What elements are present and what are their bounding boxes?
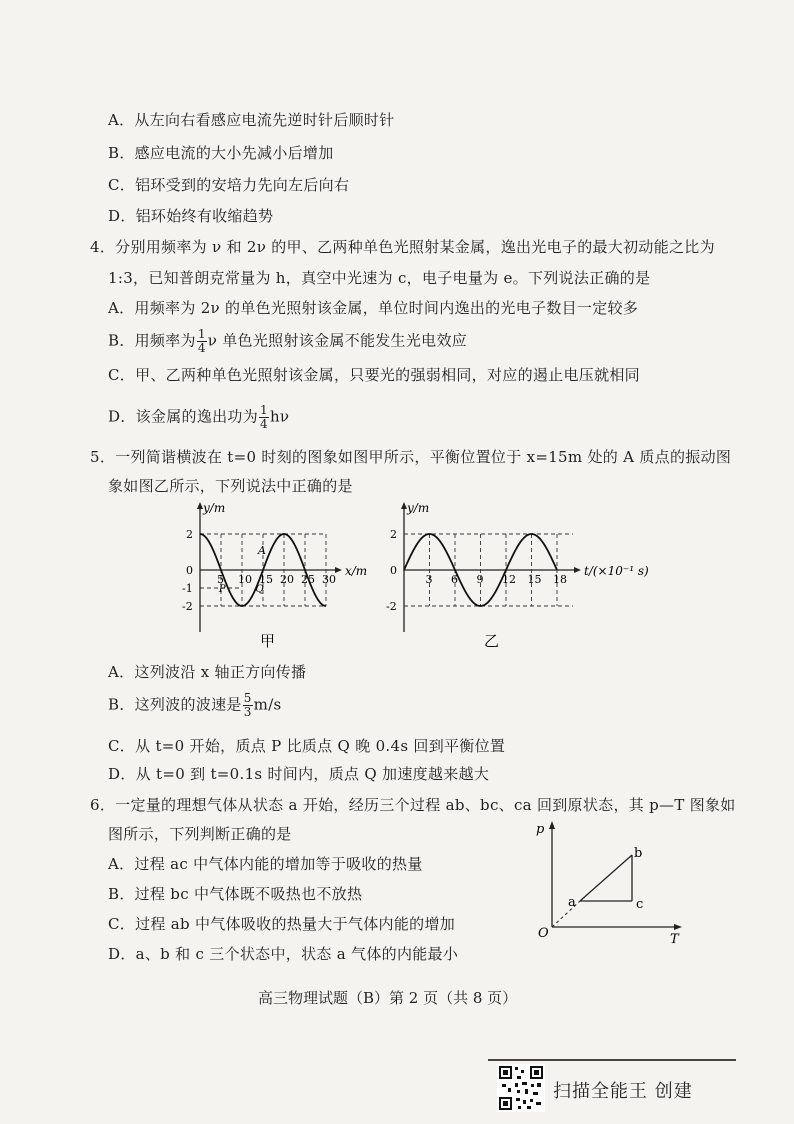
- q4-b-post: ν 单色光照射该金属不能发生光电效应: [207, 331, 468, 350]
- q6-option-a: A．过程 ac 中气体内能的增加等于吸收的热量: [108, 855, 423, 873]
- x-tick-label: 12: [502, 573, 516, 586]
- chart-jia-wave-graph: [180, 496, 380, 656]
- y-tick-label: 0: [390, 564, 397, 577]
- q4-option-c: C．甲、乙两种单色光照射该金属，只要光的强弱相同，对应的遏止电压就相同: [108, 366, 640, 384]
- q6-option-b: B．过程 bc 中气体既不吸热也不放热: [108, 885, 363, 903]
- q5-stem-line1: 5．一列简谐横波在 t=0 时刻的图象如图甲所示，平衡位置位于 x=15m 处的 A 质点的振动图: [90, 448, 732, 466]
- pt-label-a: a: [568, 895, 576, 910]
- y-axis-label: y/m: [407, 501, 430, 515]
- q4-option-d: [108, 404, 289, 431]
- q4-d-post: hν: [269, 407, 290, 426]
- q4-d-fraction: $\frac{1}{4}$: [260, 403, 268, 431]
- q5-b-fraction: $\frac{5}{3}$: [243, 691, 252, 719]
- q4-option-a: A．用频率为 2ν 的单色光照射该金属，单位时间内逸出的光电子数目一定较多: [108, 299, 639, 317]
- q5-b-pre: B．这列波的波速是: [108, 695, 242, 714]
- chart-title: 甲: [260, 632, 276, 650]
- x-tick-label: 25: [301, 573, 315, 586]
- y-tick-label: -2: [386, 600, 397, 613]
- page-footer: 高三物理试题（B）第 2 页（共 8 页）: [258, 989, 518, 1007]
- q6-pt-diagram: [530, 815, 690, 945]
- q4-stem-line2: 1:3，已知普朗克常量为 h，真空中光速为 c，电子电量为 e。下列说法正确的是: [108, 269, 651, 287]
- point-label-q: Q: [255, 584, 264, 595]
- q4-b-pre: B．用频率为: [108, 331, 196, 350]
- x-tick-label: 10: [238, 573, 252, 586]
- q5-option-a: A．这列波沿 x 轴正方向传播: [108, 663, 307, 681]
- q6-stem-line1: 6．一定量的理想气体从状态 a 开始，经历三个过程 ab、bc、ca 回到原状态，其 p—T 图象如: [90, 796, 736, 814]
- q5-option-d: D．从 t=0 到 t=0.1s 时间内，质点 Q 加速度越来越大: [108, 765, 490, 783]
- q4-b-fraction: $\frac{1}{4}$: [197, 327, 206, 355]
- q4-stem-line1: 4．分别用频率为 ν 和 2ν 的甲、乙两种单色光照射某金属，逸出光电子的最大初动能之比为: [90, 238, 715, 256]
- q6-option-d: D．a、b 和 c 三个状态中，状态 a 气体的内能最小: [108, 945, 459, 963]
- q4-d-pre: D．该金属的逸出功为: [108, 407, 259, 426]
- q3-option-c: C．铝环受到的安培力先向左后向右: [108, 176, 350, 194]
- x-tick-label: 9: [476, 573, 484, 586]
- q6-option-c: C．过程 ab 中气体吸收的热量大于气体内能的增加: [108, 915, 456, 933]
- pt-label-p: p: [536, 822, 545, 837]
- q3-option-d: D．铝环始终有收缩趋势: [108, 207, 274, 225]
- q3-option-a: A．从左向右看感应电流先逆时针后顺时针: [108, 111, 395, 129]
- pt-label-o: O: [538, 926, 549, 941]
- y-axis-label: y/m: [203, 501, 226, 515]
- y-tick-label: 0: [186, 564, 193, 577]
- x-axis-label: x/m: [345, 564, 368, 578]
- chart-yi-vibration-graph: [372, 496, 652, 656]
- y-tick-label: 2: [390, 528, 397, 541]
- x-axis-label: t/(×10⁻¹ s): [584, 564, 649, 578]
- pt-label-t: T: [670, 932, 679, 945]
- q6-stem-line2: 图所示，下列判断正确的是: [108, 825, 292, 843]
- q3-option-b: B．感应电流的大小先减小后增加: [108, 144, 334, 162]
- chart-title: 乙: [484, 632, 500, 650]
- x-tick-label: 3: [425, 573, 433, 586]
- q5-option-c: C．从 t=0 开始，质点 P 比质点 Q 晚 0.4s 回到平衡位置: [108, 737, 506, 755]
- divider: [488, 1059, 736, 1061]
- q5-option-b: [108, 692, 282, 719]
- y-tick-label: -2: [182, 600, 193, 613]
- x-tick-label: 18: [553, 573, 567, 586]
- q5-b-post: m/s: [253, 695, 282, 714]
- x-tick-label: 6: [451, 573, 458, 586]
- x-tick-label: 20: [280, 573, 294, 586]
- x-axis-arrow: [574, 567, 581, 573]
- pt-label-c: c: [636, 897, 644, 912]
- y-tick-label: 2: [186, 528, 193, 541]
- point-label-p: P: [218, 584, 226, 595]
- y-tick-label: -1: [182, 582, 193, 595]
- pt-label-b: b: [634, 846, 643, 861]
- q5-stem-line2: 象如图乙所示，下列说法中正确的是: [108, 477, 353, 495]
- x-tick-label: 5: [217, 573, 224, 586]
- point-label-a: A: [258, 544, 266, 557]
- qr-code-icon: [497, 1064, 545, 1112]
- x-tick-label: 15: [527, 573, 542, 586]
- x-tick-label: 30: [322, 573, 336, 586]
- x-axis-arrow: [335, 567, 342, 573]
- x-tick-label: 15: [259, 573, 273, 586]
- q4-option-b: [108, 328, 467, 355]
- brand-watermark: 扫描全能王 创建: [553, 1081, 693, 1102]
